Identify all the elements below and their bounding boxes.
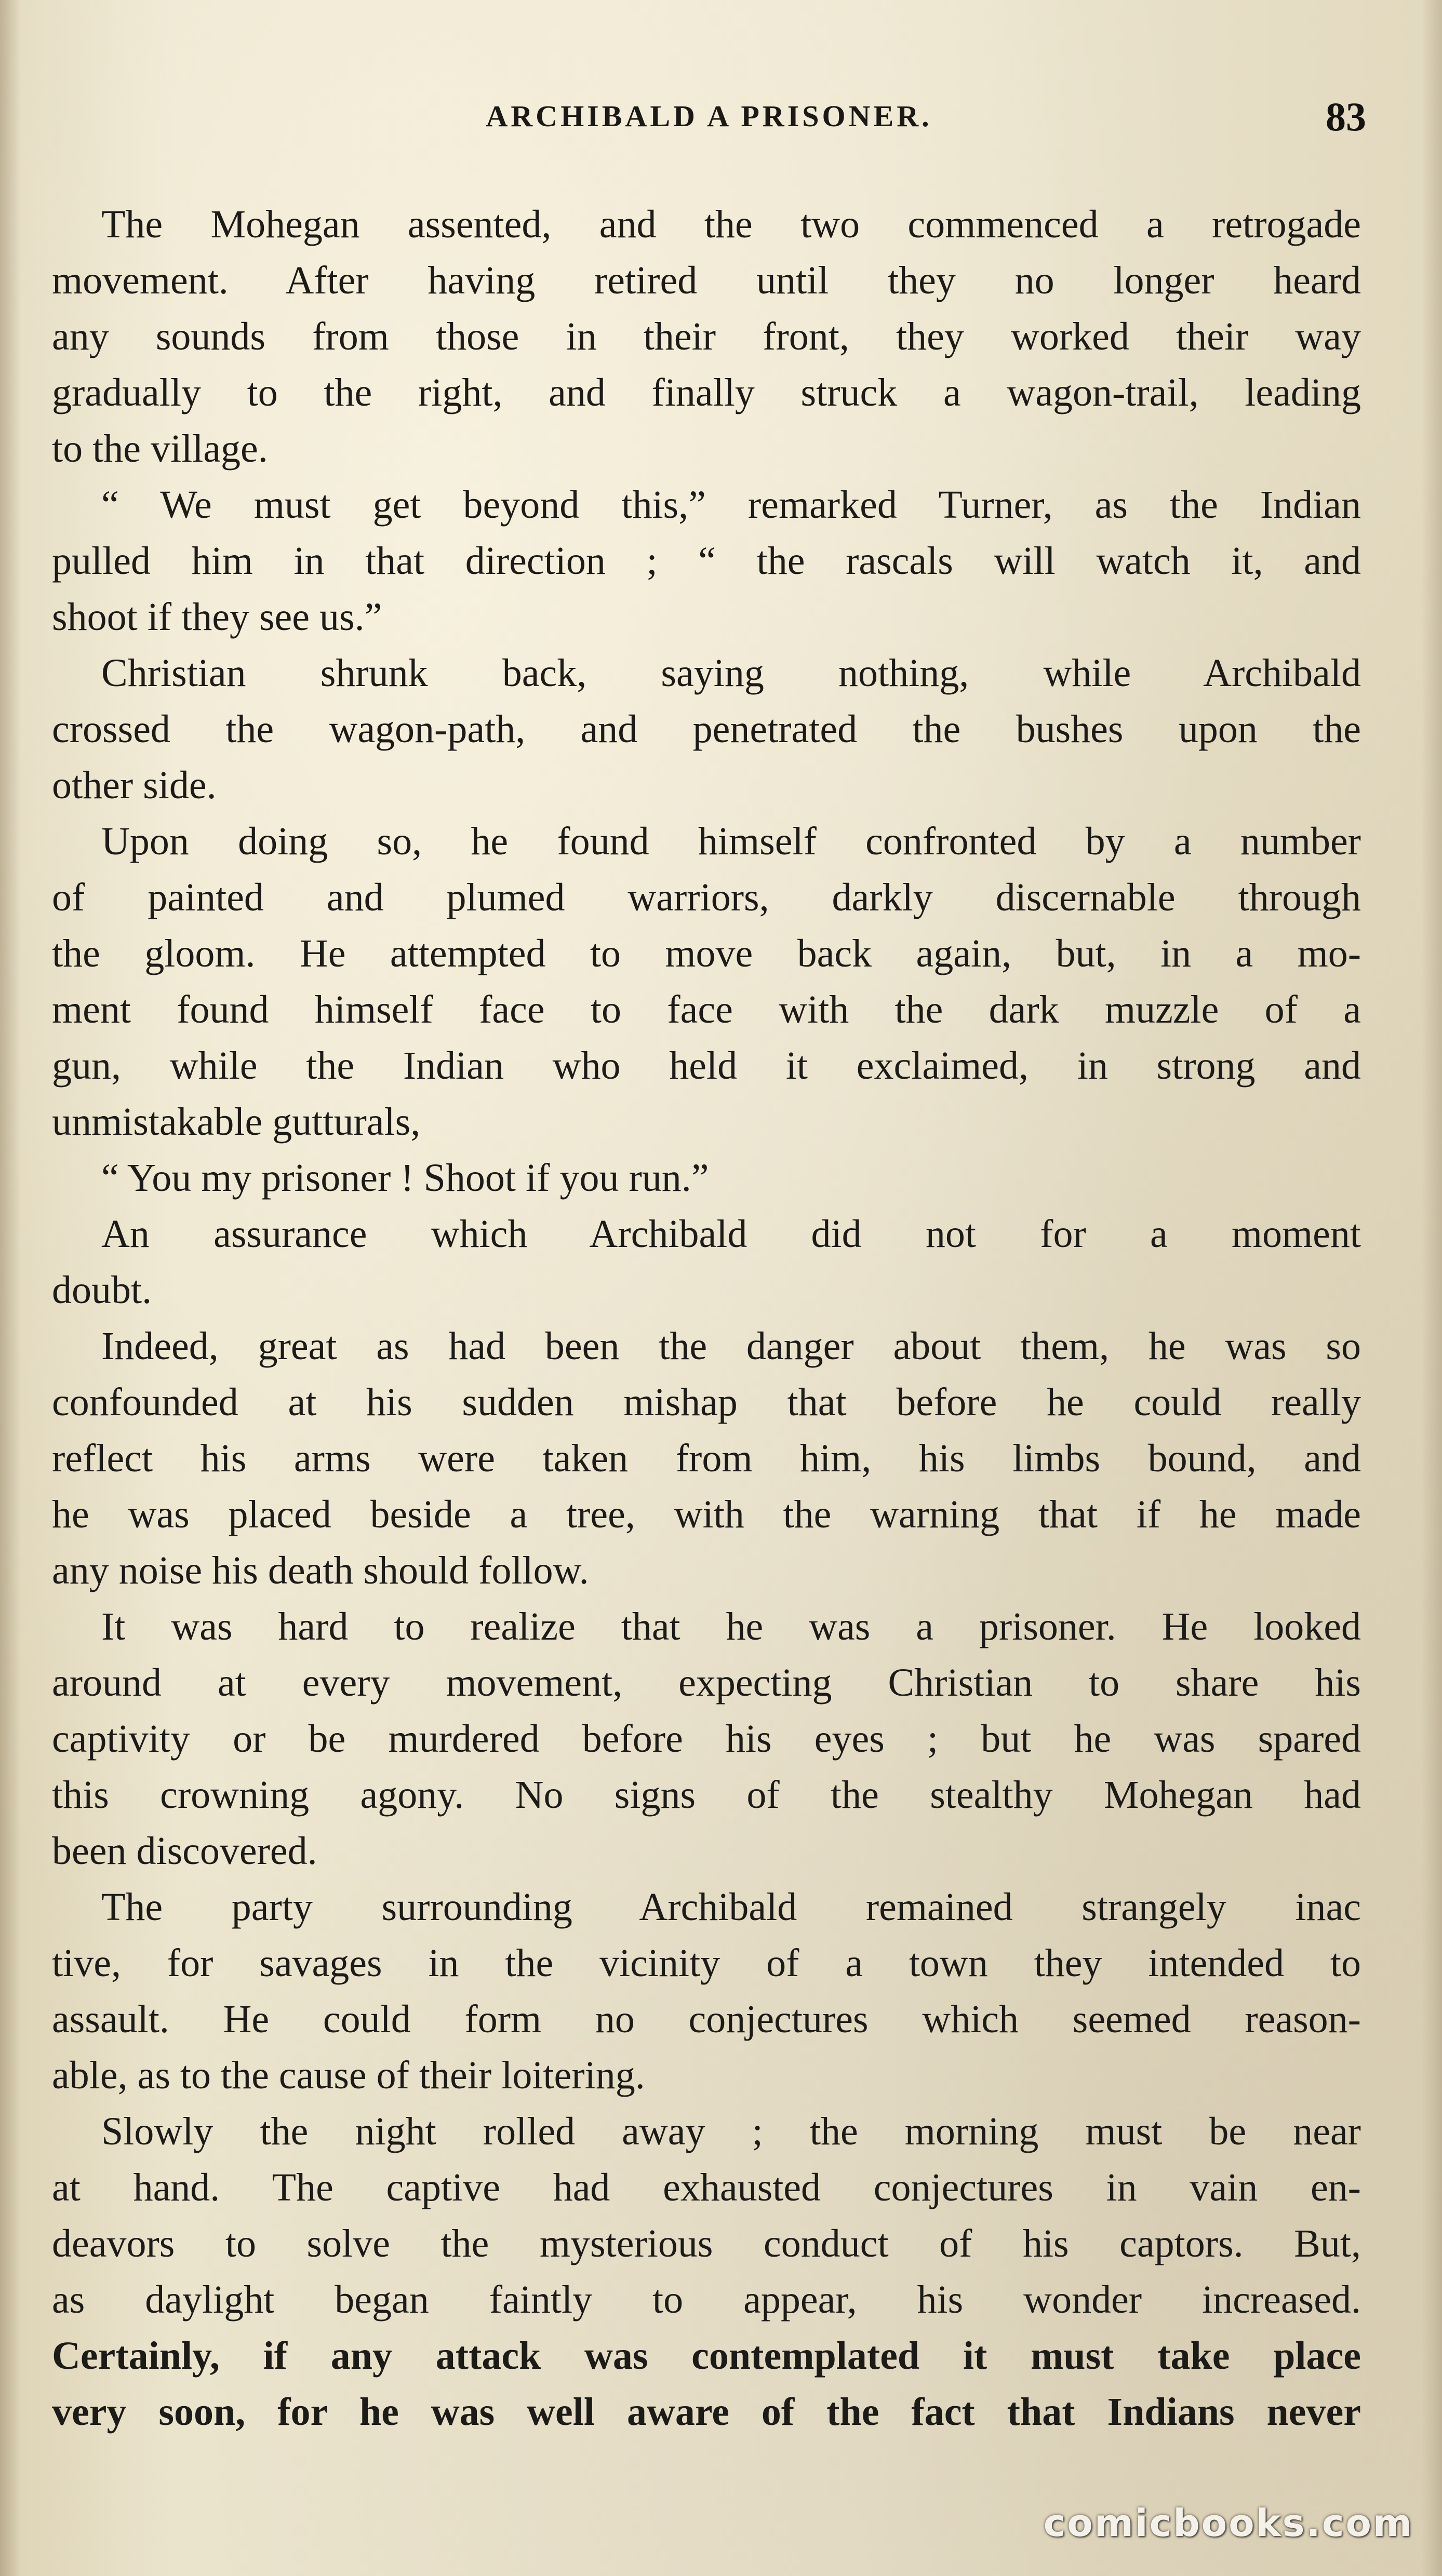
text-line: at hand. The captive had exhausted conjectures in vain en- (52, 2166, 1361, 2209)
text-line: unmistakable gutturals, (52, 1100, 421, 1144)
text-line: assault. He could form no conjectures which seemed reason- (52, 1997, 1361, 2041)
page-header (52, 93, 1366, 151)
text-line: very soon, for he was well aware of the fact that Indians never (52, 2390, 1361, 2434)
text-line: any noise his death should follow. (52, 1549, 589, 1592)
text-line: reflect his arms were taken from him, his limbs bound, and (52, 1437, 1361, 1480)
page-number: 83 (1326, 94, 1366, 139)
text-line: to the village. (52, 427, 268, 471)
text-line: doubt. (52, 1268, 152, 1312)
text-line: It was hard to realize that he was a prisoner. He looked (101, 1605, 1361, 1648)
text-line: Certainly, if any attack was contemplated it must take place (52, 2334, 1361, 2378)
text-line: ment found himself face to face with the dark muzzle of a (52, 988, 1361, 1031)
text-line: any sounds from those in their front, they worked their way (52, 315, 1361, 358)
text-line: An assurance which Archibald did not for a moment (101, 1212, 1361, 1256)
text-line: gun, while the Indian who held it exclaimed, in strong and (52, 1044, 1361, 1088)
text-line: Slowly the night rolled away ; the morning must be near (101, 2110, 1361, 2153)
page-edge-shadow-left (0, 0, 21, 2576)
page-edge-shadow-right (1421, 0, 1442, 2576)
text-line: Indeed, great as had been the danger about them, he was so (101, 1324, 1361, 1368)
text-line: The party surrounding Archibald remained strangely inac (101, 1885, 1361, 1929)
text-line: Upon doing so, he found himself confronted by a number (101, 820, 1361, 863)
text-line: Christian shrunk back, saying nothing, while Archibald (101, 651, 1361, 695)
body-text (52, 196, 1361, 2440)
text-line: “ We must get beyond this,” remarked Turner, as the Indian (101, 483, 1361, 527)
text-line: The Mohegan assented, and the two commenced a retrogade (101, 203, 1361, 246)
text-line: other side. (52, 763, 217, 807)
text-line: of painted and plumed warriors, darkly discernable through (52, 876, 1361, 919)
text-line: captivity or be murdered before his eyes ; but he was spared (52, 1717, 1361, 1761)
text-line: able, as to the cause of their loitering. (52, 2054, 645, 2097)
text-line: as daylight began faintly to appear, his wonder increased. (52, 2278, 1361, 2322)
text-line: “ You my prisoner ! Shoot if you run.” (101, 1156, 709, 1200)
text-line: around at every movement, expecting Christian to share his (52, 1661, 1361, 1705)
text-line: been discovered. (52, 1829, 317, 1873)
running-head: ARCHIBALD A PRISONER. (486, 99, 932, 133)
text-line: shoot if they see us.” (52, 595, 382, 639)
text-line: confounded at his sudden mishap that before he could really (52, 1380, 1361, 1424)
text-line: the gloom. He attempted to move back again, but, in a mo- (52, 932, 1361, 975)
text-line: movement. After having retired until they no longer heard (52, 259, 1361, 302)
watermark: comicbooks.com (1043, 2501, 1413, 2545)
text-line: deavors to solve the mysterious conduct of his captors. But, (52, 2222, 1361, 2265)
text-line: crossed the wagon-path, and penetrated the bushes upon the (52, 707, 1361, 751)
text-line: pulled him in that direction ; “ the rascals will watch it, and (52, 539, 1361, 583)
text-line: tive, for savages in the vicinity of a town they intended to (52, 1941, 1361, 1985)
text-line: he was placed beside a tree, with the warning that if he made (52, 1493, 1361, 1536)
text-line: gradually to the right, and finally struck a wagon-trail, leading (52, 371, 1361, 414)
text-line: this crowning agony. No signs of the stealthy Mohegan had (52, 1773, 1361, 1817)
